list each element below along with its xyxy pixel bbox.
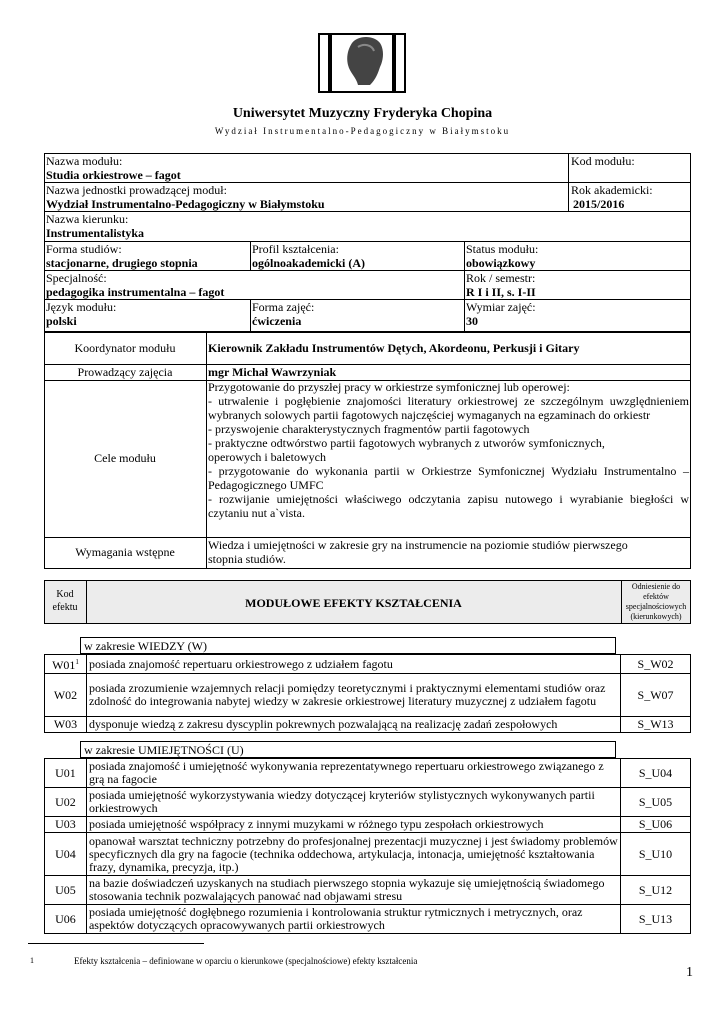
field-label: Nazwa kierunku:: [46, 212, 129, 226]
effect-reference: S_U10: [621, 833, 691, 876]
effect-code-header: Kod efektu: [52, 589, 78, 613]
effect-code: $W01^1$: [45, 655, 87, 674]
goal-item: - rozwijanie umiejętności właściwego odczytania zapisu nutowego i wyrabianie biegłości w czytaniu nut a`vista.: [208, 492, 689, 520]
effect-text: posiada znajomość repertuaru orkiestrowego z udziałem fagotu: [86, 655, 620, 674]
table-row: [45, 655, 691, 674]
university-logo: [318, 33, 406, 93]
language-value: polski: [46, 314, 77, 328]
effect-reference: S_U13: [621, 905, 691, 934]
hours-label: Wymiar zajęć:: [466, 300, 536, 314]
effect-code: U03: [45, 817, 87, 833]
goals-label: Cele modułu: [94, 451, 156, 465]
effect-code: U02: [45, 788, 87, 817]
teacher-label: Prowadzący zajęcia: [77, 365, 173, 379]
effects-title: MODUŁOWE EFEKTY KSZTAŁCENIA: [245, 596, 462, 610]
knowledge-section-title: w zakresie WIEDZY (W): [84, 639, 207, 653]
skills-table: [44, 758, 691, 934]
study-form-value: stacjonarne, drugiego stopnia: [46, 256, 198, 270]
field-value: Instrumentalistyka: [46, 226, 145, 240]
table-row: [45, 788, 691, 817]
specialty-value: pedagogika instrumentalna – fagot: [46, 285, 225, 299]
study-form-label: Forma studiów:: [46, 242, 122, 256]
footnote-mark: 1: [30, 956, 34, 965]
goal-item: - przygotowanie do wykonania partii w Orkiestrze Symfonicznej Wydziału Instrumentalno – Pedagogicznego UMFC: [208, 464, 689, 492]
requirements-value: Wiedza i umiejętności w zakresie gry na instrumencie na poziomie studiów pierwszego stopnia studiów.: [208, 538, 628, 566]
unit-label: Nazwa jednostki prowadzącej moduł:: [46, 183, 227, 197]
teacher-value: mgr Michał Wawrzyniak: [208, 365, 337, 379]
effect-text: posiada umiejętność współpracy z innymi muzykami w różnego typu zespołach orkiestrowych: [86, 817, 620, 833]
knowledge-table: [44, 654, 691, 733]
requirements-label: Wymagania wstępne: [75, 545, 175, 559]
goal-item: - przyswojenie charakterystycznych fragmentów partii fagotowych: [208, 422, 530, 436]
effect-text: posiada znajomość i umiejętność wykonywania reprezentatywnego repertuaru orkiestrowego związanego z grą na fagocie: [86, 759, 620, 788]
academic-year-value: 2015/2016: [573, 197, 625, 211]
table-row: [45, 717, 691, 733]
effect-text: posiada zrozumienie wzajemnych relacji pomiędzy teoretycznymi i praktycznymi elementami studiów oraz zdolność do integrowania nabytej wiedzy w zakresie orkiestrowej literatury muzycznej z udziałem fagotu: [86, 674, 620, 717]
coordinator-value: Kierownik Zakładu Instrumentów Dętych, Akordeonu, Perkusji i Gitary: [208, 341, 580, 355]
class-form-label: Forma zajęć:: [252, 300, 315, 314]
unit-value: Wydział Instrumentalno-Pedagogiczny w Białymstoku: [46, 197, 325, 211]
university-name: Uniwersytet Muzyczny Fryderyka Chopina: [232, 106, 493, 121]
effect-code: U05: [45, 876, 87, 905]
language-label: Język modułu:: [46, 300, 117, 314]
effect-reference: S_U05: [621, 788, 691, 817]
effect-text: dysponuje wiedzą z zakresu dyscyplin pokrewnych pozwalającą na realizację zadań zespołowych: [86, 717, 620, 733]
skills-section-title: w zakresie UMIEJĘTNOŚCI (U): [84, 743, 244, 757]
effect-code: U01: [45, 759, 87, 788]
profile-value: ogólnoakademicki (A): [252, 256, 366, 270]
profile-label: Profil kształcenia:: [252, 242, 339, 256]
effect-text: na bazie doświadczeń uzyskanych na studiach pierwszego stopnia wykazuje się umiejętnością świadomego stosowania technik pozwalających panować nad objawami stresu: [86, 876, 620, 905]
table-row: [45, 674, 691, 717]
table-row: [45, 833, 691, 876]
goal-item: - praktyczne odtwórstwo partii fagotowych wybranych z utworów symfonicznych, operowych i baletowych: [208, 436, 605, 464]
table-row: [45, 817, 691, 833]
effect-code: W02: [45, 674, 87, 717]
effects-reference-header: Odniesienie do efektów specjalnościowych (kierunkowych): [625, 582, 687, 621]
academic-year-label: Rok akademicki:: [571, 183, 653, 197]
effect-text: opanował warsztat techniczny potrzebny do profesjonalnej prezentacji muzycznej i jest świadomy problemów specyficznych dla gry na fagocie (technika oddechowa, artykulacja, intonacja, umiejętność kształtowania frazy, dynamika, precyzja, itp.): [86, 833, 620, 876]
effect-reference: S_W02: [621, 655, 691, 674]
module-name-label: Nazwa modułu:: [46, 154, 123, 168]
status-label: Status modułu:: [466, 242, 539, 256]
semester-value: R I i II, s. I-II: [466, 285, 536, 299]
footnote-text: Efekty kształcenia – definiowane w oparciu o kierunkowe (specjalnościowe) efekty kształcenia: [74, 956, 418, 966]
faculty-name: Wydział Instrumentalno-Pedagogiczny w Białymstoku: [214, 126, 511, 136]
effect-reference: S_U12: [621, 876, 691, 905]
effect-reference: S_U06: [621, 817, 691, 833]
class-form-value: ćwiczenia: [252, 314, 302, 328]
page-number: 1: [686, 965, 693, 980]
goal-item: Przygotowanie do przyszłej pracy w orkiestrze symfonicznej lub operowej:: [208, 380, 570, 394]
table-row: [45, 905, 691, 934]
module-code-label: Kod modułu:: [571, 154, 635, 168]
effect-reference: S_U04: [621, 759, 691, 788]
effect-reference: S_W13: [621, 717, 691, 733]
effect-code: U04: [45, 833, 87, 876]
table-row: [45, 759, 691, 788]
goals-list: [208, 380, 689, 520]
effect-code: U06: [45, 905, 87, 934]
module-name-value: Studia orkiestrowe – fagot: [46, 168, 181, 182]
goal-item: - utrwalenie i pogłębienie znajomości literatury orkiestrowej ze szczególnym uwzględnieniem wybranych solowych partii fagotowych najczęściej wymaganych na egzaminach do orkiestr: [208, 394, 689, 422]
effect-code: W03: [45, 717, 87, 733]
effect-text: posiada umiejętność dogłębnego rozumienia i kontrolowania struktur rytmicznych i metrycznych, oraz aspektów dotyczących opracowywanych partii orkiestrowych: [86, 905, 620, 934]
effect-reference: S_W07: [621, 674, 691, 717]
effect-text: posiada umiejętność wykorzystywania wiedzy dotyczącej kryteriów stylistycznych wykonywanych partii orkiestrowych: [86, 788, 620, 817]
specialty-label: Specjalność:: [46, 271, 107, 285]
footnote-divider: [28, 943, 204, 944]
hours-value: 30: [466, 314, 478, 328]
status-value: obowiązkowy: [466, 256, 536, 270]
semester-label: Rok / semestr:: [466, 271, 536, 285]
coordinator-label: Koordynator modułu: [74, 341, 176, 355]
table-row: [45, 876, 691, 905]
